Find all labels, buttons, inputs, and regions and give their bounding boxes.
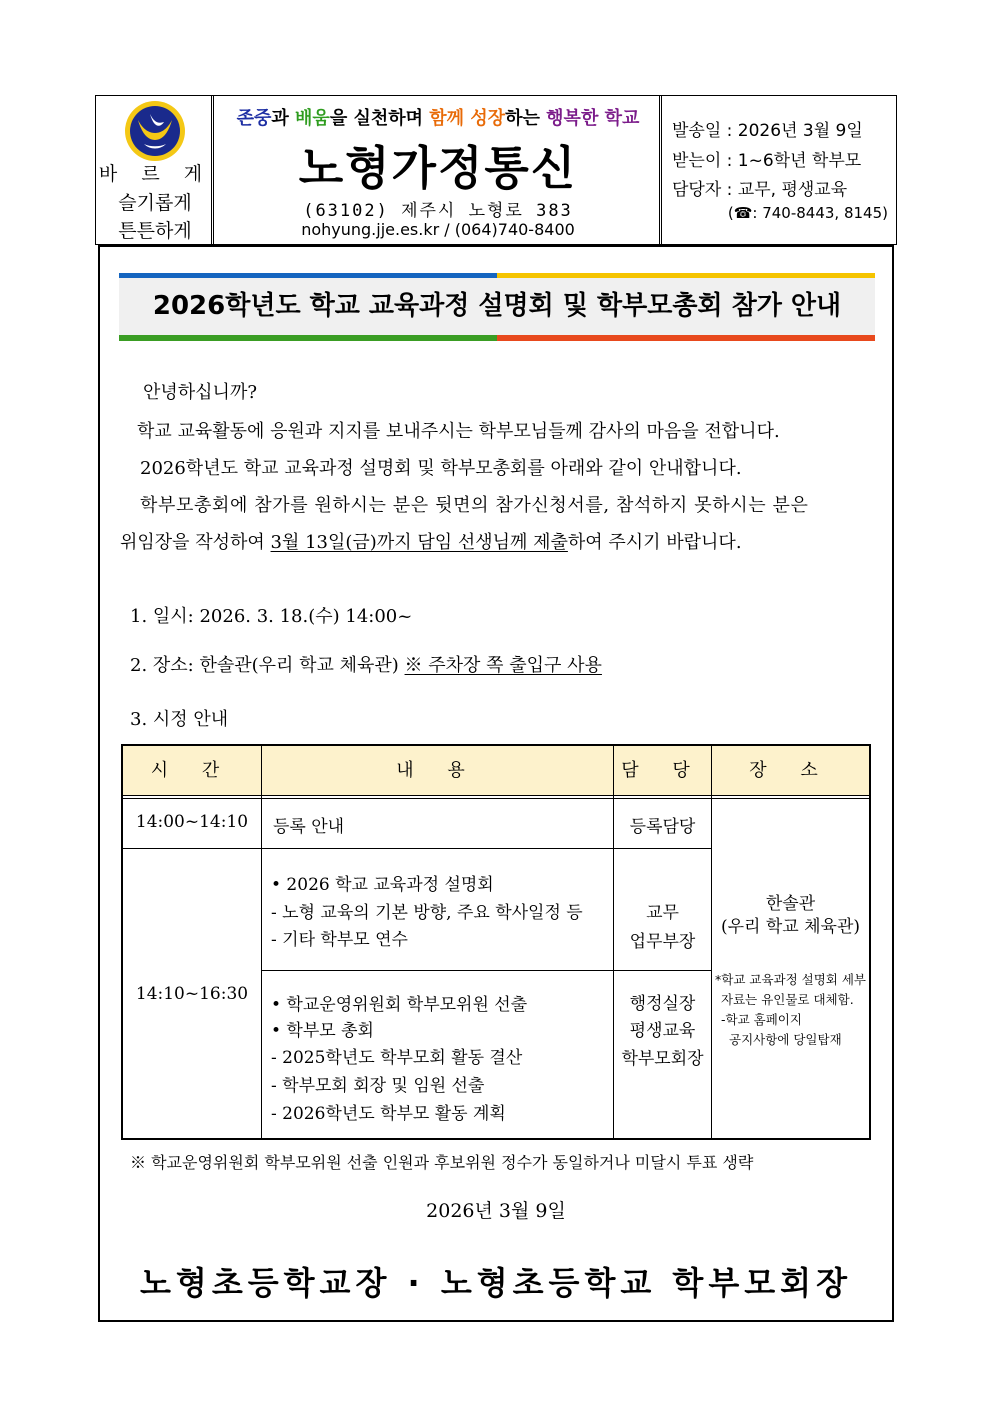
motto-line-2: 슬기롭게 — [118, 192, 192, 214]
notice-title-banner — [119, 273, 875, 341]
owner-line: 평생교육 — [629, 1021, 696, 1041]
logo-cell — [96, 96, 214, 244]
paragraph-3-line-1: 학부모총회에 참가를 원하시는 분은 뒷면의 참가신청서를, 참석하지 못하시는 분은 — [140, 495, 809, 516]
school-address: (63102) 제주시 노형로 383 — [303, 201, 573, 221]
content-line: • 학교운영위원회 학부모위원 선출 — [271, 995, 528, 1015]
text-fragment: 하여 주시기 바랍니다. — [567, 532, 742, 553]
school-logo-icon — [124, 100, 186, 162]
letterhead — [95, 95, 897, 245]
owner-line: 업무부장 — [629, 932, 696, 952]
content-line: - 2025학년도 학부모회 활동 결산 — [271, 1048, 523, 1068]
item-location — [130, 651, 890, 677]
header-owner: 담 당 — [621, 760, 704, 781]
school-slogan — [216, 104, 660, 130]
content-line: - 2026학년도 학부모 활동 계획 — [271, 1104, 506, 1124]
notice-title: 2026학년도 학교 교육과정 설명회 및 학부모총회 참가 안내 — [152, 291, 842, 321]
row2-time: 14:10~16:30 — [135, 984, 249, 1004]
text-fragment: 2. 장소: 한솔관(우리 학교 체육관) — [130, 655, 405, 676]
info-cell — [664, 96, 896, 244]
content-line: - 기타 학부모 연수 — [271, 930, 408, 950]
table-rule — [711, 746, 712, 1138]
content-line: • 2026 학교 교육과정 설명회 — [271, 875, 494, 895]
motto-line-3: 튼튼하게 — [118, 220, 192, 242]
content-line: - 학부모회 회장 및 임원 선출 — [271, 1076, 485, 1096]
row1-time: 14:00~14:10 — [135, 812, 249, 832]
entrance-note: ※ 주차장 쪽 출입구 사용 — [404, 655, 602, 676]
banner-bottom-segment — [497, 335, 875, 341]
place-note-line: 자료는 유인물로 대체함. — [721, 992, 854, 1007]
content-line: - 노형 교육의 기본 방향, 주요 학사일정 등 — [271, 903, 583, 923]
item-datetime: 1. 일시: 2026. 3. 18.(수) 14:00~ — [130, 606, 413, 627]
vote-note: ※ 학교운영위원회 학부모위원 선출 인원과 후보위원 정수가 동일하거나 미달시 투표 생략 — [130, 1153, 754, 1172]
slogan-part: 존중 — [236, 108, 272, 129]
slogan-part: 행복한 학교 — [546, 108, 640, 129]
owner-line: 학부모회장 — [621, 1049, 704, 1069]
header-place: 장 소 — [749, 760, 832, 781]
place-note-line: -학교 홈페이지 — [721, 1012, 802, 1027]
owner-line: 행정실장 — [629, 994, 696, 1014]
issue-date: 2026년 3월 9일 — [426, 1200, 566, 1222]
school-contact: nohyung.jje.es.kr / (064)740-8400 — [301, 220, 575, 239]
table-rule — [123, 848, 711, 849]
slogan-part: 을 실천하며 — [329, 108, 430, 129]
recipient: 받는이 : 1~6학년 학부모 — [672, 151, 862, 171]
signature: 노형초등학교장 · 노형초등학교 학부모회장 — [140, 1264, 852, 1302]
owner-line: 교무 — [646, 903, 679, 923]
slogan-part: 함께 성장 — [429, 108, 506, 129]
row1-content: 등록 안내 — [273, 817, 345, 837]
place-note-line: 공지사항에 당일탑재 — [729, 1032, 842, 1047]
slogan-part: 하는 — [505, 108, 547, 129]
motto-line-1: 바 르 게 — [98, 163, 212, 185]
paragraph-3-line-2 — [120, 528, 880, 554]
content-line: • 학부모 총회 — [271, 1021, 374, 1041]
header-content: 내 용 — [396, 760, 479, 781]
table-rule — [261, 746, 262, 1138]
item-schedule: 3. 시정 안내 — [130, 709, 229, 730]
table-rule — [261, 970, 711, 971]
banner-bottom-segment — [119, 335, 497, 341]
schedule-table — [121, 744, 871, 1140]
sent-date: 발송일 : 2026년 3월 9일 — [672, 121, 863, 141]
greeting: 안녕하십니까? — [143, 382, 257, 403]
slogan-part: 과 — [271, 108, 296, 129]
place-detail: (우리 학교 체육관) — [720, 917, 861, 937]
slogan-part: 배움 — [295, 108, 330, 129]
manager: 담당자 : 교무, 평생교육 — [672, 180, 848, 200]
place-name: 한솔관 — [765, 894, 816, 914]
newsletter-title: 노형가정통신 — [298, 141, 578, 195]
title-cell — [216, 96, 662, 244]
paragraph-2: 2026학년도 학교 교육과정 설명회 및 학부모총회를 아래와 같이 안내합니다. — [140, 458, 742, 479]
place-note-line: *학교 교육과정 설명회 세부 — [715, 972, 866, 987]
header-time: 시 간 — [150, 760, 234, 781]
contact-phone: (☎: 740-8443, 8145) — [727, 204, 888, 222]
table-rule — [123, 798, 869, 799]
paragraph-1: 학교 교육활동에 응원과 지지를 보내주시는 학부모님들께 감사의 마음을 전합니다. — [137, 421, 780, 442]
deadline-highlight: 3월 13일(금)까지 담임 선생님께 제출 — [270, 532, 568, 553]
banner-bottom-bar — [119, 335, 875, 341]
text-fragment: 위임장을 작성하여 — [120, 532, 271, 553]
row1-owner: 등록담당 — [629, 817, 696, 837]
